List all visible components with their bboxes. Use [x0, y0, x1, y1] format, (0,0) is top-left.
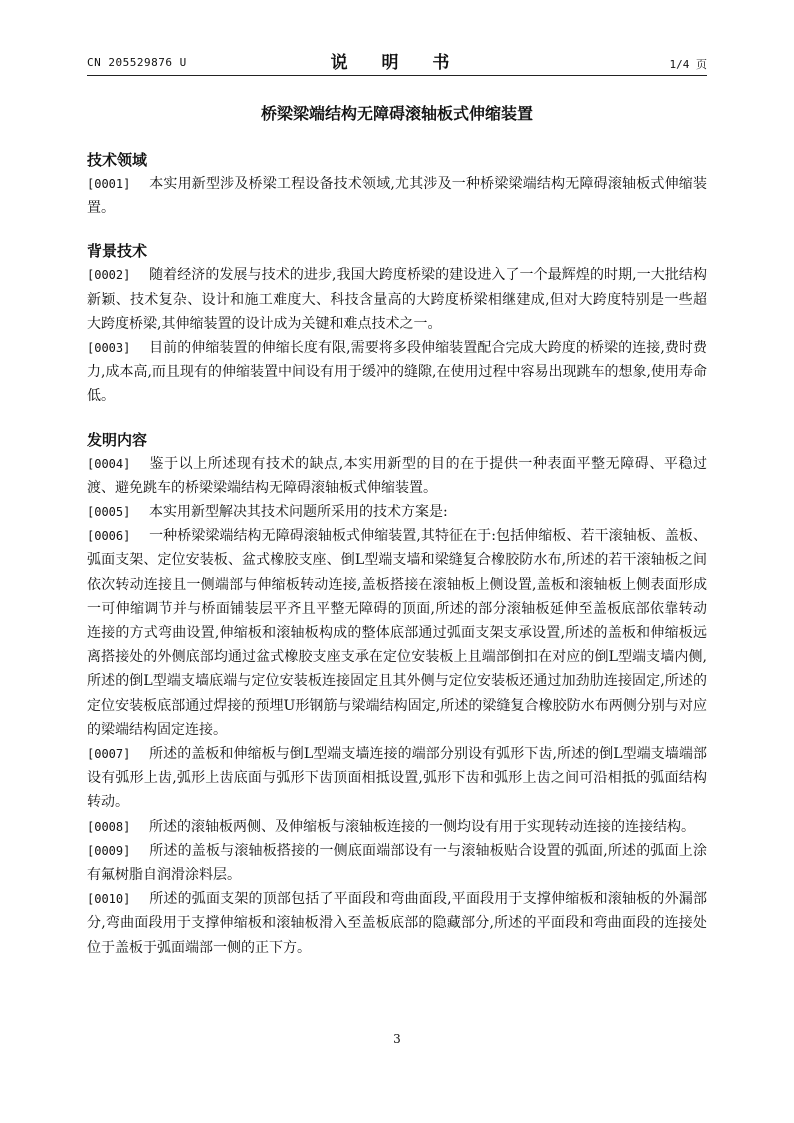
paragraph [87, 452, 707, 500]
paragraph-number: [0009] [87, 843, 131, 858]
paragraph [87, 887, 707, 960]
paragraph-text: 所述的盖板与滚轴板搭接的一侧底面端部设有一与滚轴板贴合设置的弧面,所述的弧面上涂有氟树脂自润滑涂料层。 [87, 842, 707, 884]
paragraph [87, 524, 707, 742]
paragraph [87, 500, 707, 524]
paragraph-text: 随着经济的发展与技术的进步,我国大跨度桥梁的建设进入了一个最辉煌的时期,一大批结构新颖、技术复杂、设计和施工难度大、科技含量高的大跨度桥梁相继建成,但对大跨度特别是一些超大跨度桥梁,其伸缩装置的设计成为关键和难点技术之一。 [87, 267, 707, 332]
paragraph-number: [0007] [87, 747, 131, 762]
section-heading: 发明内容 [87, 430, 148, 449]
paragraph [87, 263, 707, 336]
paragraph-number: [0008] [87, 819, 131, 834]
paragraph-number: [0006] [87, 529, 131, 544]
page-number: 3 [393, 1032, 401, 1046]
section-heading: 背景技术 [87, 242, 148, 261]
paragraph-number: [0002] [87, 268, 131, 283]
paragraph-text: 鉴于以上所述现有技术的缺点,本实用新型的目的在于提供一种表面平整无障碍、平稳过渡、避免跳车的桥梁梁端结构无障碍滚轴板式伸缩装置。 [87, 455, 707, 496]
patent-number: CN 205529876 U [87, 56, 187, 69]
paragraph [87, 815, 707, 839]
paragraph [87, 839, 707, 887]
paragraph-text: 本实用新型解决其技术问题所采用的技术方案是: [149, 504, 448, 521]
paragraph-number: [0010] [87, 892, 131, 907]
section-spacer [87, 220, 707, 239]
paragraph-text: 所述的盖板和伸缩板与倒L型端支墙连接的端部分别设有弧形下齿,所述的倒L型端支墙端部设有弧形上齿,弧形上齿底面与弧形下齿顶面相抵设置,弧形下齿和弧形上齿之间可沿相抵的弧面结构转动。 [87, 746, 707, 811]
paragraph-number: [0003] [87, 341, 131, 356]
page-header [87, 52, 707, 72]
paragraph-text: 目前的伸缩装置的伸缩长度有限,需要将多段伸缩装置配合完成大跨度的桥梁的连接,费时费力,成本高,而且现有的伸缩装置中间设有用于缓冲的缝隙,在使用过程中容易出现跳车的想象,使用寿命低。 [87, 340, 707, 405]
paragraph-number: [0005] [87, 505, 131, 520]
paragraph-number: [0001] [87, 177, 131, 191]
paragraph-text: 所述的滚轴板两侧、及伸缩板与滚轴板连接的一侧均设有用于实现转动连接的连接结构。 [149, 818, 695, 835]
section-heading: 技术领域 [87, 151, 148, 169]
section-spacer [87, 409, 707, 428]
document-title: 桥梁梁端结构无障碍滚轴板式伸缩装置 [260, 104, 533, 123]
paragraph [87, 742, 707, 815]
paragraph-text: 所述的弧面支架的顶部包括了平面段和弯曲面段,平面段用于支撑伸缩板和滚轴板的外漏部分,弯曲面段用于支撑伸缩板和滚轴板滑入至盖板底部的隐藏部分,所述的平面段和弯曲面段的连接处位于盖板于弧面端部一侧的正下方。 [87, 891, 707, 956]
page-indicator: 1/4 页 [669, 58, 707, 71]
paragraph-number: [0004] [87, 456, 131, 471]
paragraph-text: 一种桥梁梁端结构无障碍滚轴板式伸缩装置,其特征在于:包括伸缩板、若干滚轴板、盖板、弧面支架、定位安装板、盆式橡胶支座、倒L型端支墙和梁缝复合橡胶防水布,所述的若干滚轴板之间依次转动连接且一侧端部与伸缩板转动连接,盖板搭接在滚轴板上侧设置,盖板和滚轴板上侧表面形成一可伸缩调节并与桥面铺装层平齐且平整无障碍的顶面,所述的部分滚轴板延伸至盖板底部依靠转动连接的方式弯曲设置,伸缩板和滚轴板构成的整体底部通过弧面支架支承设置,所述的盖板和伸缩板远离搭接处的外侧底部均通过盆式橡胶支座支承在定位安装板上且端部倒扣在对应的倒L型端支墙内侧,所述的倒L型端支墙底端与定位安装板连接固定且其外侧与定位安装板还通过加劲肋连接固定,所述的定位安装板底部通过焊接的预埋U形钢筋与梁端结构固定,所述的梁缝复合橡胶防水布两侧分别与对应的梁端结构固定连接。 [87, 528, 707, 738]
paragraph-text: 本实用新型涉及桥梁工程设备技术领域,尤其涉及一种桥梁梁端结构无障碍滚轴板式伸缩装置。 [87, 176, 707, 217]
document-body [87, 148, 707, 960]
paragraph [87, 172, 707, 220]
header-section-title: 说 明 书 [330, 53, 464, 73]
header-divider [87, 75, 707, 76]
paragraph [87, 336, 707, 409]
